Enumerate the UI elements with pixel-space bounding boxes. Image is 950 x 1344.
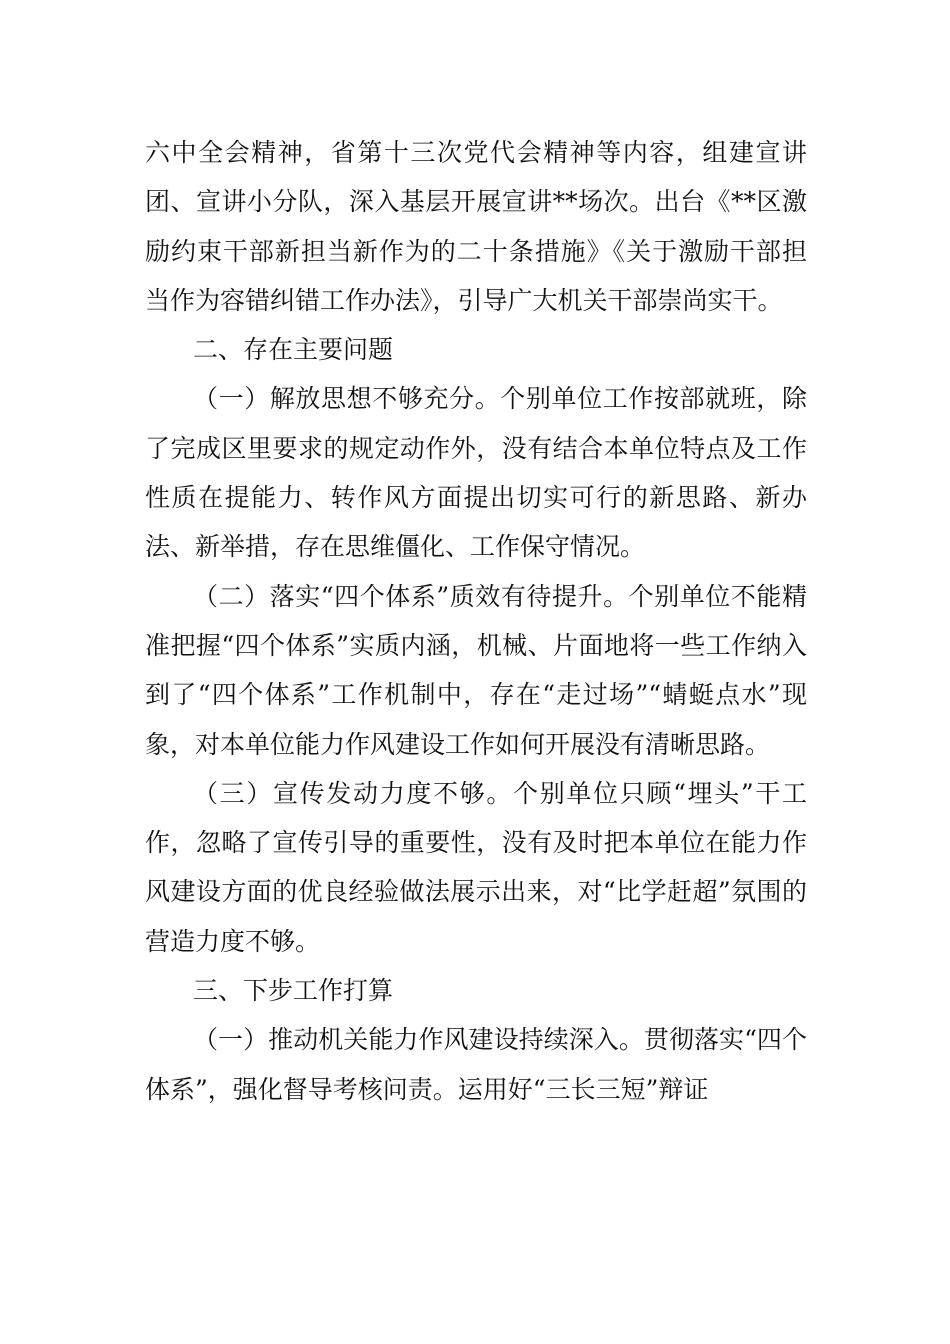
- section-2-heading: 二、存在主要问题: [193, 335, 394, 365]
- section-3-heading: 三、下步工作打算: [193, 976, 394, 1006]
- intro-continuation-paragraph: 六中全会精神，省第十三次党代会精神等内容，组建宣讲团、宣讲小分队，深入基层开展宣讲**场次。出台《**区激励约束干部新担当新作为的二十条措施》《关于激励干部担当作为容错纠错工作办法》，引导广大机关干部崇尚实干。: [145, 138, 807, 315]
- plan-1-paragraph: （一）推动机关能力作风建设持续深入。贯彻落实“四个体系”，强化督导考核问责。运用好“三长三短”辩证: [145, 1025, 807, 1104]
- issue-1-paragraph: （一）解放思想不够充分。个别单位工作按部就班，除了完成区里要求的规定动作外，没有结合本单位特点及工作性质在提能力、转作风方面提出切实可行的新思路、新办法、新举措，存在思维僵化、工作保守情况。: [145, 384, 807, 562]
- document-page: [145, 128, 807, 1114]
- issue-3-paragraph: （三）宣传发动力度不够。个别单位只顾“埋头”干工作，忽略了宣传引导的重要性，没有及时把本单位在能力作风建设方面的优良经验做法展示出来，对“比学赶超”氛围的营造力度不够。: [145, 778, 807, 956]
- issue-2-paragraph: （二）落实“四个体系”质效有待提升。个别单位不能精准把握“四个体系”实质内涵，机械、片面地将一些工作纳入到了“四个体系”工作机制中，存在“走过场”“蜻蜓点水”现象，对本单位能力作风建设工作如何开展没有清晰思路。: [145, 581, 807, 759]
